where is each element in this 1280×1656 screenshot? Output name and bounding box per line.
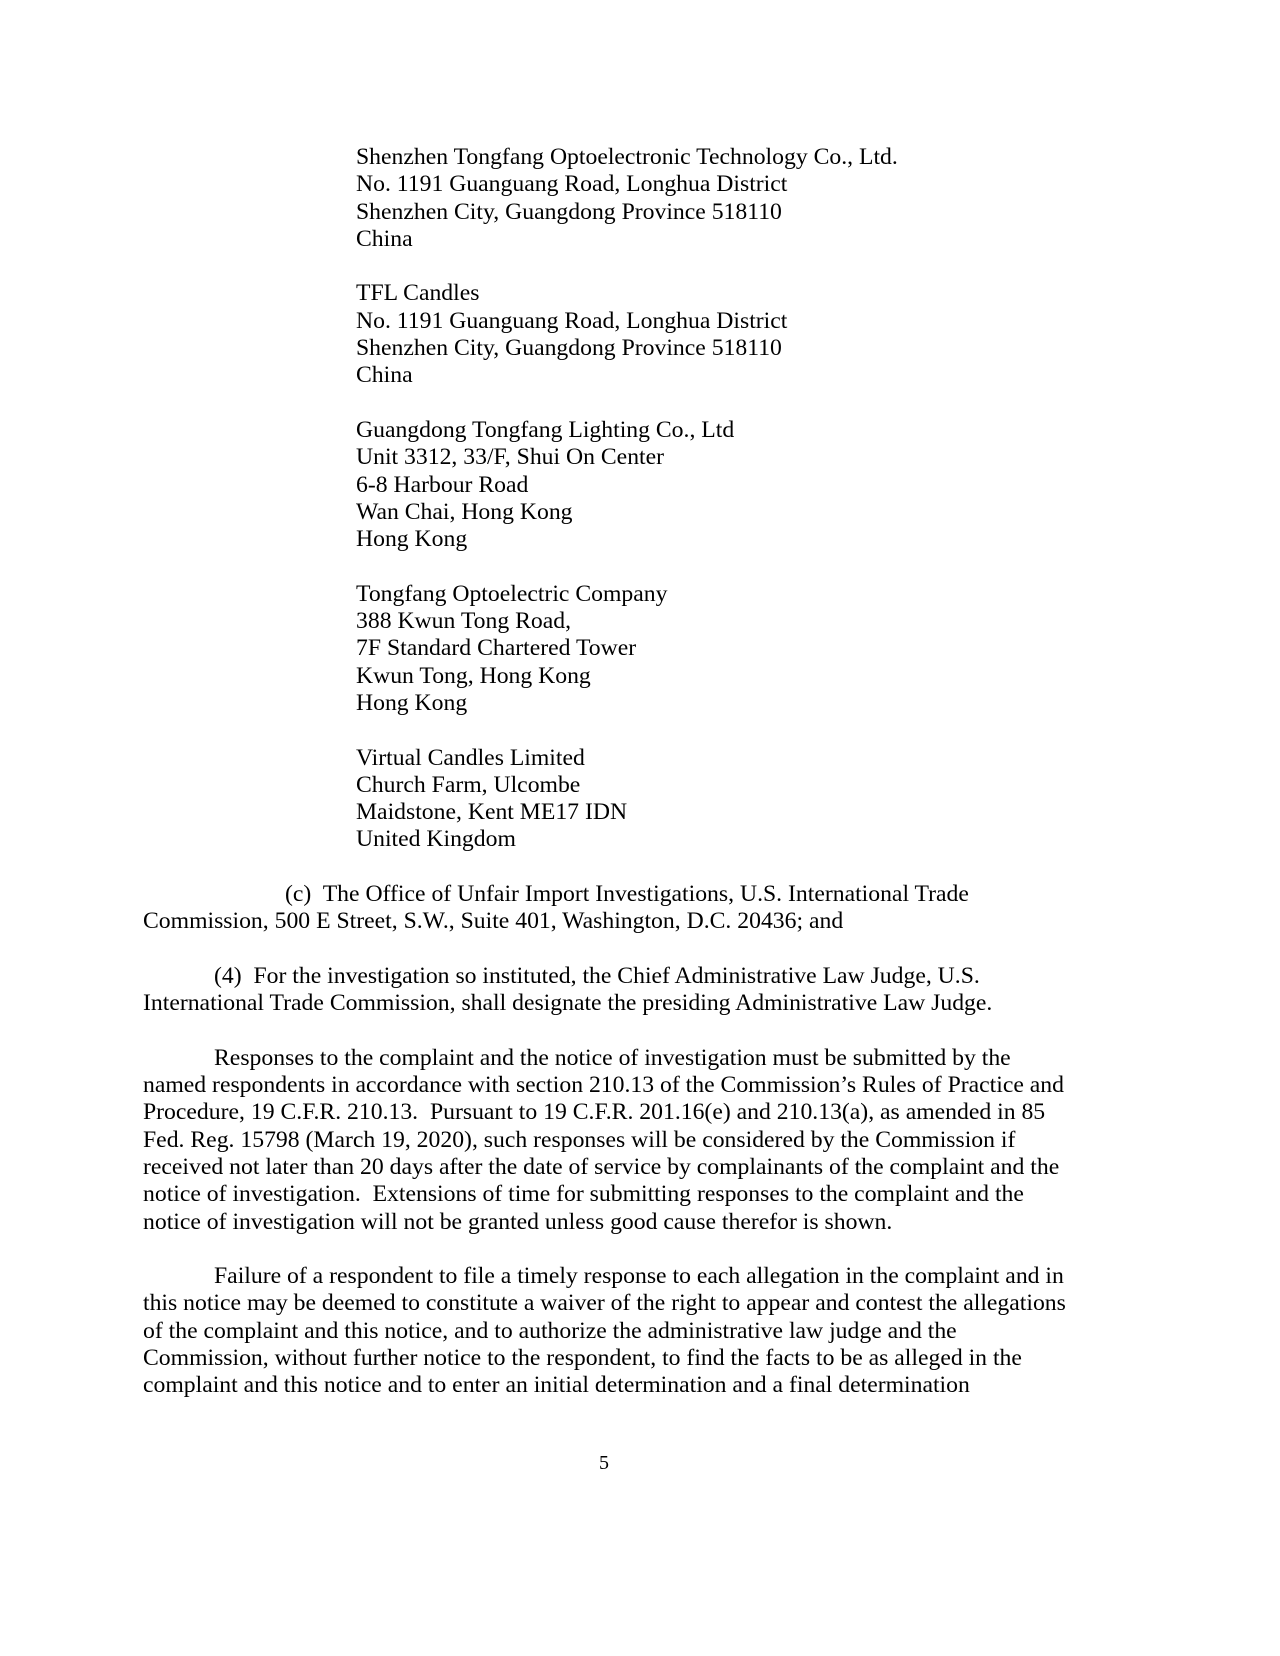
address-line: Guangdong Tongfang Lighting Co., Ltd — [356, 416, 735, 443]
address-line: No. 1191 Guanguang Road, Longhua District — [356, 307, 788, 334]
address-line: Maidstone, Kent ME17 IDN — [356, 799, 628, 826]
address-line: Virtual Candles Limited — [356, 744, 585, 771]
paragraph-line: Procedure, 19 C.F.R. 210.13. Pursuant to 19 C.F.R. 201.16(e) and 210.13(a), as amended in 85 — [143, 1099, 1046, 1126]
document-body — [0, 144, 1280, 1427]
paragraph-line: received not later than 20 days after the date of service by complainants of the complaint and the — [143, 1153, 1060, 1180]
paragraph-line: complaint and this notice and to enter an initial determination and a final determination — [143, 1372, 970, 1399]
paragraph-line: notice of investigation will not be granted unless good cause therefor is shown. — [143, 1208, 893, 1235]
paragraph-line: Fed. Reg. 15798 (March 19, 2020), such responses will be considered by the Commission if — [143, 1126, 1016, 1153]
address-block-tfl-candles — [0, 280, 1280, 389]
address-line: 7F Standard Chartered Tower — [356, 635, 637, 662]
address-line: TFL Candles — [356, 280, 480, 307]
paragraph-line: of the complaint and this notice, and to authorize the administrative law judge and the — [143, 1317, 957, 1344]
paragraph-line: named respondents in accordance with section 210.13 of the Commission’s Rules of Practice and — [143, 1072, 1064, 1099]
address-line: United Kingdom — [356, 826, 516, 853]
paragraph-item-c — [0, 881, 1280, 936]
address-line: Tongfang Optoelectric Company — [356, 580, 668, 607]
address-line: Shenzhen Tongfang Optoelectronic Technology Co., Ltd. — [356, 144, 898, 170]
paragraph-line: Commission, 500 E Street, S.W., Suite 401, Washington, D.C. 20436; and — [143, 908, 844, 935]
paragraph-line: (c) The Office of Unfair Import Investigations, U.S. International Trade — [285, 881, 969, 908]
address-line: Unit 3312, 33/F, Shui On Center — [356, 444, 665, 471]
address-line: Hong Kong — [356, 689, 468, 716]
paragraph-failure — [0, 1263, 1280, 1399]
paragraph-item-4 — [0, 963, 1280, 1018]
address-line: Shenzhen City, Guangdong Province 518110 — [356, 335, 782, 362]
address-line: Kwun Tong, Hong Kong — [356, 662, 591, 689]
address-line: China — [356, 225, 413, 252]
paragraph-line: (4) For the investigation so instituted, the Chief Administrative Law Judge, U.S. — [214, 962, 980, 989]
address-block-shenzhen-tongfang — [0, 144, 1280, 253]
address-block-virtual-candles — [0, 745, 1280, 854]
address-block-guangdong-tongfang — [0, 417, 1280, 553]
paragraph-line: International Trade Commission, shall designate the presiding Administrative Law Judge. — [143, 990, 993, 1017]
address-line: No. 1191 Guanguang Road, Longhua District — [356, 171, 788, 198]
address-line: China — [356, 362, 413, 389]
address-line: Church Farm, Ulcombe — [356, 771, 581, 798]
page-number: 5 — [599, 1452, 609, 1474]
address-line: Wan Chai, Hong Kong — [356, 498, 573, 525]
paragraph-line: Responses to the complaint and the notice of investigation must be submitted by the — [214, 1044, 1011, 1071]
address-line: Shenzhen City, Guangdong Province 518110 — [356, 198, 782, 225]
paragraph-line: Commission, without further notice to the respondent, to find the facts to be as alleged in the — [143, 1345, 1022, 1372]
paragraph-line: this notice may be deemed to constitute a waiver of the right to appear and contest the allegations — [143, 1290, 1066, 1317]
address-block-tongfang-optoelectric — [0, 581, 1280, 717]
paragraph-line: Failure of a respondent to file a timely response to each allegation in the complaint and in — [214, 1263, 1064, 1290]
address-line: 388 Kwun Tong Road, — [356, 608, 572, 635]
address-line: Hong Kong — [356, 526, 468, 553]
paragraph-responses — [0, 1045, 1280, 1236]
address-line: 6-8 Harbour Road — [356, 471, 529, 498]
paragraph-line: notice of investigation. Extensions of time for submitting responses to the complaint and the — [143, 1181, 1024, 1208]
